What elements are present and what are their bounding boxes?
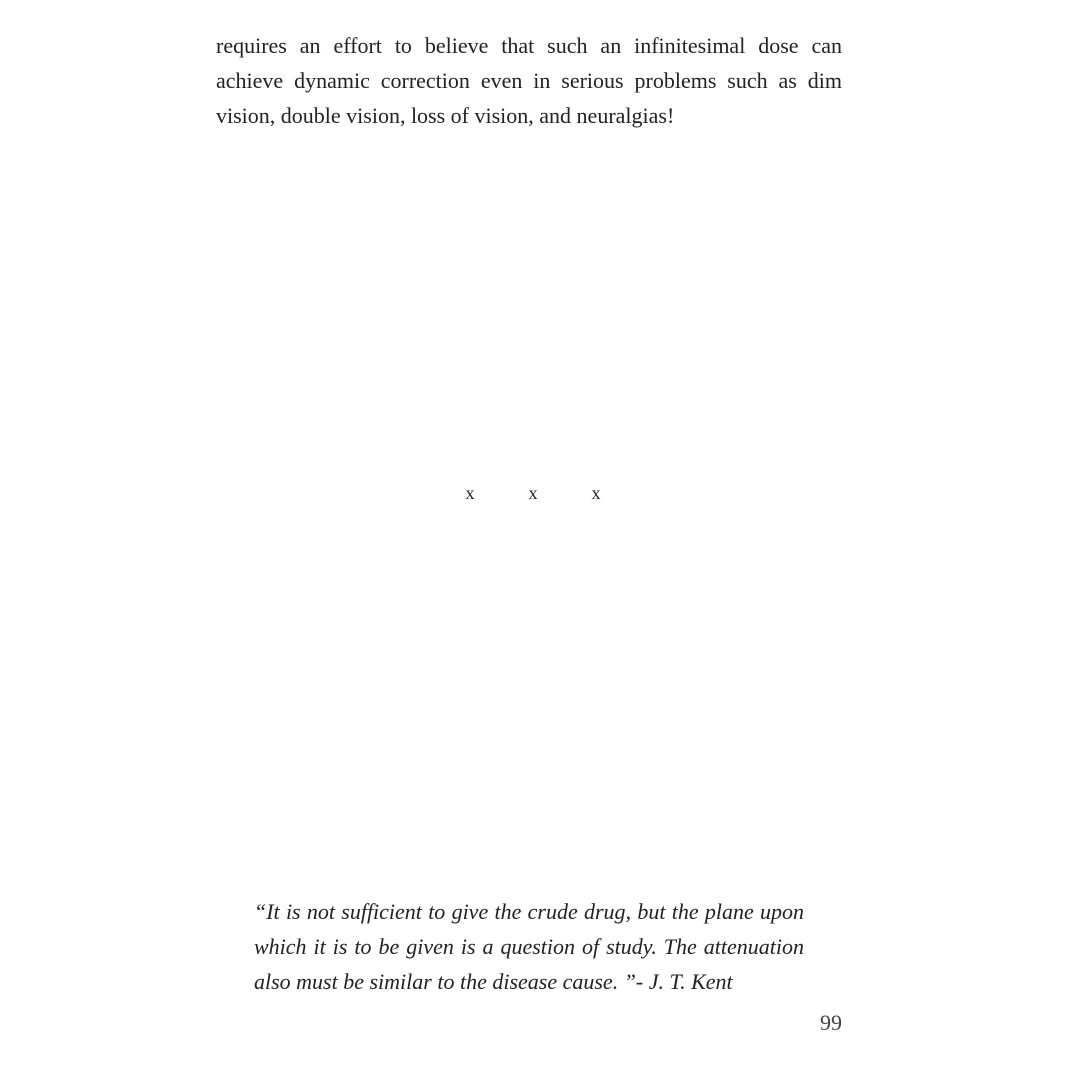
body-line: requires an effort to believe that such an infinitesimal dose can [216,33,842,58]
separator-mark: x [528,483,538,503]
epigraph-quote [254,894,804,999]
body-paragraph [216,28,842,133]
body-line: achieve dynamic correction even in serious problems such as dim [216,68,842,93]
section-separator [463,481,603,505]
quote-line: which it is to be given is a question of study. The attenuation [254,934,804,959]
body-line: vision, double vision, loss of vision, and neuralgias! [216,103,675,128]
quote-line: also must be similar to the disease cause. ”- J. T. Kent [254,969,733,994]
separator-mark: x [591,483,601,503]
separator-mark: x [465,483,475,503]
quote-line: “It is not sufficient to give the crude drug, but the plane upon [254,899,804,924]
page-number: 99 [820,1010,842,1035]
